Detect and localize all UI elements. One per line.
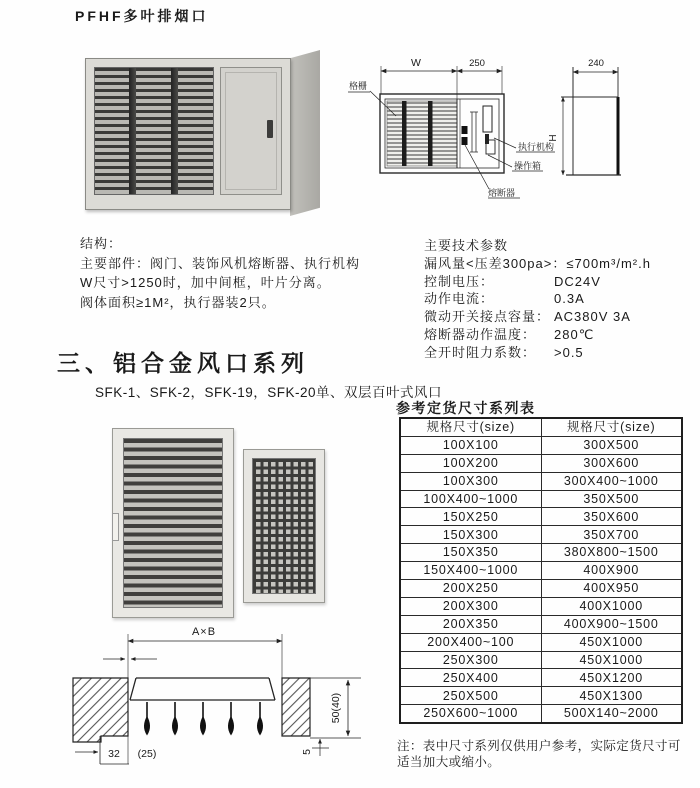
size-cell: 200X400~100	[400, 633, 541, 651]
size-cell: 100X100	[400, 436, 541, 454]
louver-mullion	[129, 68, 136, 194]
right-wall-section	[282, 678, 310, 736]
structure-heading: 结构：	[80, 236, 123, 251]
damper-technical-diagram	[348, 42, 700, 214]
section-subheading: SFK-1、SFK-2，SFK-19，SFK-20单、双层百叶式风口	[95, 385, 443, 400]
size-cell: 250X500	[400, 687, 541, 705]
tech-param-row: 控制电压： DC24V	[424, 273, 601, 289]
structure-line: 主要部件：阀门、装饰风机熔断器、执行机构	[80, 255, 361, 271]
label-actuator: 执行机构	[518, 142, 555, 152]
damper-side-face	[290, 50, 320, 216]
front-view-louver-area	[387, 101, 457, 166]
size-cell: 400X900	[541, 562, 682, 580]
size-cell: 150X250	[400, 508, 541, 526]
size-cell: 450X1000	[541, 651, 682, 669]
size-cell: 300X400~1000	[541, 472, 682, 490]
louver-mullion	[171, 68, 178, 194]
table-row	[400, 472, 682, 490]
size-table	[399, 417, 683, 724]
dim-label-w: W	[411, 57, 421, 69]
size-cell: 100X200	[400, 454, 541, 472]
table-row	[400, 490, 682, 508]
table-row	[400, 705, 682, 723]
size-column-header: 规格尺寸(size)	[541, 418, 682, 436]
grid-louver-fins	[252, 458, 316, 594]
dim-label-50-40: 50(40)	[330, 692, 342, 724]
tech-param-row: 全开时阻力系数： >0.5	[424, 344, 584, 360]
size-cell: 380X800~1500	[541, 544, 682, 562]
dim-label-32: 32	[108, 748, 120, 760]
size-cell: 300X500	[541, 436, 682, 454]
size-cell: 150X400~1000	[400, 562, 541, 580]
size-cell: 450X1000	[541, 633, 682, 651]
dim-label-h: H	[548, 134, 559, 142]
horizontal-louver-fins	[123, 438, 223, 608]
size-cell: 400X900~1500	[541, 615, 682, 633]
table-row	[400, 687, 682, 705]
size-cell: 250X400	[400, 669, 541, 687]
size-cell: 100X300	[400, 472, 541, 490]
structure-line: W尺寸>1250时，加中间框，叶片分离。	[80, 275, 331, 290]
section-heading: 三、铝合金风口系列	[57, 350, 309, 376]
size-cell: 500X140~2000	[541, 705, 682, 723]
tech-param-row: 动作电流： 0.3A	[424, 291, 585, 307]
size-column-header: 规格尺寸(size)	[400, 418, 541, 436]
photo-double-louver-grille	[243, 449, 325, 603]
label-fuse: 熔断器	[488, 188, 516, 198]
tech-param-row: 熔断器动作温度： 280℃	[424, 326, 595, 342]
size-cell: 350X700	[541, 526, 682, 544]
door-handle-icon	[267, 120, 273, 138]
size-cell: 200X300	[400, 597, 541, 615]
side-view	[548, 58, 621, 175]
page-title: PFHF多叶排烟口	[75, 8, 209, 24]
size-table-title: 参考定货尺寸系列表	[396, 400, 536, 416]
tech-param-row: 微动开关接点容量： AC380V 3A	[424, 309, 631, 325]
grille-frame-section	[130, 678, 275, 700]
size-cell: 400X950	[541, 580, 682, 598]
tech-param-row: 漏风量<压差300pa>： ≤700m³/m².h	[424, 255, 651, 271]
tech-params-block	[424, 237, 651, 362]
size-cell: 200X350	[400, 615, 541, 633]
tech-params-heading: 主要技术参数	[424, 238, 509, 253]
louver-blade-symbols	[144, 702, 263, 736]
table-row	[400, 526, 682, 544]
label-grille: 格栅	[349, 81, 368, 91]
size-cell: 300X600	[541, 454, 682, 472]
installation-section-drawing	[73, 616, 388, 788]
damper-access-door	[220, 67, 282, 195]
damper-front-face	[85, 58, 291, 210]
dim-label-5: 5	[301, 749, 313, 755]
size-cell: 350X500	[541, 490, 682, 508]
table-row	[400, 436, 682, 454]
table-row	[400, 508, 682, 526]
structure-line: 阀体面积≥1M²，执行器装2只。	[80, 294, 276, 310]
grille-frame-notch	[112, 513, 119, 541]
size-cell: 400X1000	[541, 597, 682, 615]
label-control-box: 操作箱	[514, 161, 542, 171]
table-row	[400, 651, 682, 669]
size-cell: 150X300	[400, 526, 541, 544]
size-cell: 250X300	[400, 651, 541, 669]
table-row	[400, 669, 682, 687]
size-cell: 100X400~1000	[400, 490, 541, 508]
size-cell: 150X350	[400, 544, 541, 562]
actuator-mechanism-symbol	[462, 106, 496, 154]
dim-label-240: 240	[588, 58, 604, 69]
left-wall-section	[73, 678, 128, 742]
size-cell: 250X600~1000	[400, 705, 541, 723]
size-cell: 200X250	[400, 580, 541, 598]
table-row	[400, 615, 682, 633]
photo-single-louver-grille	[112, 428, 234, 618]
damper-louver-area	[94, 67, 214, 195]
size-cell: 450X1200	[541, 669, 682, 687]
size-cell: 350X600	[541, 508, 682, 526]
size-table-header-row	[400, 418, 682, 436]
structure-text-block	[80, 234, 360, 312]
table-row	[400, 454, 682, 472]
table-row	[400, 597, 682, 615]
table-row	[400, 633, 682, 651]
size-table-note: 注：表中尺寸系列仅供用户参考，实际定货尺寸可适当加大或缩小。	[397, 739, 681, 769]
table-row	[400, 580, 682, 598]
product-photo-damper	[85, 50, 320, 216]
dim-label-axb: A×B	[191, 626, 217, 638]
dim-label-25: (25)	[137, 748, 157, 760]
dim-label-250: 250	[469, 58, 485, 69]
table-row	[400, 562, 682, 580]
size-cell: 450X1300	[541, 687, 682, 705]
table-row	[400, 544, 682, 562]
